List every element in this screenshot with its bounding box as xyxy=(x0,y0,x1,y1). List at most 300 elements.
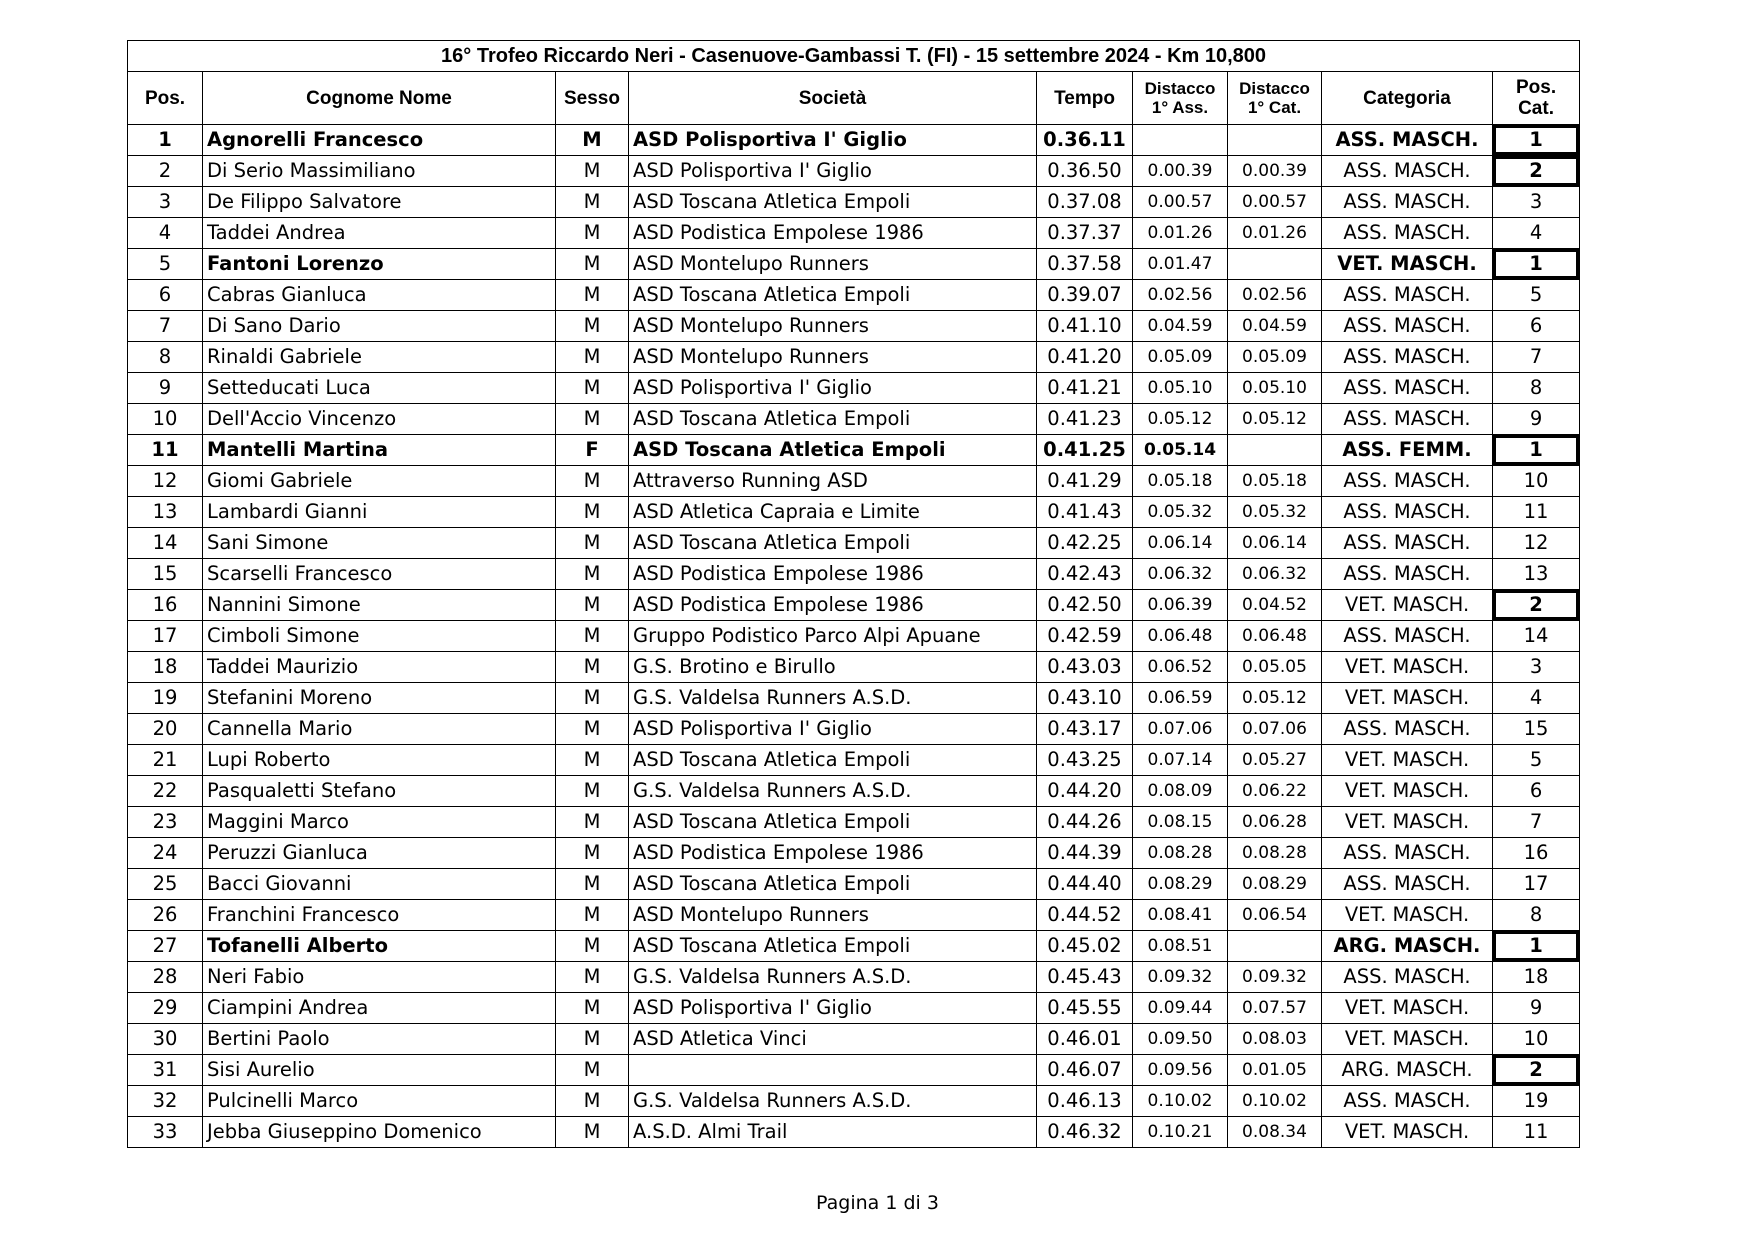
gap-cat-cell: 0.01.26 xyxy=(1228,218,1322,249)
pos-cat-cell: 17 xyxy=(1493,869,1580,900)
gap-abs-cell: 0.05.32 xyxy=(1133,497,1228,528)
sex-cell: M xyxy=(556,280,629,311)
sex-cell: M xyxy=(556,373,629,404)
gap-abs-cell: 0.09.56 xyxy=(1133,1055,1228,1086)
name-cell: Scarselli Francesco xyxy=(203,559,556,590)
category-cell: ARG. MASCH. xyxy=(1322,1055,1493,1086)
gap-cat-cell: 0.10.02 xyxy=(1228,1086,1322,1117)
pos-cat-cell: 1 xyxy=(1493,249,1580,280)
table-row xyxy=(128,807,1580,838)
pos-cat-cell: 11 xyxy=(1493,1117,1580,1148)
name-cell: Stefanini Moreno xyxy=(203,683,556,714)
sex-cell: M xyxy=(556,1117,629,1148)
category-cell: VET. MASCH. xyxy=(1322,776,1493,807)
table-row xyxy=(128,497,1580,528)
club-cell: ASD Podistica Empolese 1986 xyxy=(629,838,1037,869)
gap-cat-cell: 0.09.32 xyxy=(1228,962,1322,993)
club-cell: ASD Toscana Atletica Empoli xyxy=(629,187,1037,218)
table-row xyxy=(128,590,1580,621)
sex-cell: M xyxy=(556,1086,629,1117)
gap-cat-cell: 0.08.28 xyxy=(1228,838,1322,869)
pos-cell: 10 xyxy=(128,404,203,435)
sex-cell: M xyxy=(556,900,629,931)
header-sex: Sesso xyxy=(556,72,629,125)
gap-abs-cell: 0.06.32 xyxy=(1133,559,1228,590)
pos-cell: 14 xyxy=(128,528,203,559)
sex-cell: M xyxy=(556,311,629,342)
club-cell: ASD Montelupo Runners xyxy=(629,900,1037,931)
time-cell: 0.46.01 xyxy=(1037,1024,1133,1055)
pos-cat-cell: 3 xyxy=(1493,652,1580,683)
gap-abs-cell: 0.00.57 xyxy=(1133,187,1228,218)
name-cell: Nannini Simone xyxy=(203,590,556,621)
pos-cell: 4 xyxy=(128,218,203,249)
table-row xyxy=(128,559,1580,590)
header-gap-cat: Distacco 1° Cat. xyxy=(1228,72,1322,125)
time-cell: 0.42.59 xyxy=(1037,621,1133,652)
pos-cell: 5 xyxy=(128,249,203,280)
sex-cell: M xyxy=(556,590,629,621)
table-row xyxy=(128,249,1580,280)
time-cell: 0.42.25 xyxy=(1037,528,1133,559)
pos-cell: 6 xyxy=(128,280,203,311)
pos-cat-cell: 14 xyxy=(1493,621,1580,652)
time-cell: 0.46.32 xyxy=(1037,1117,1133,1148)
category-cell: ASS. MASCH. xyxy=(1322,373,1493,404)
name-cell: De Filippo Salvatore xyxy=(203,187,556,218)
table-row xyxy=(128,1086,1580,1117)
pos-cat-cell: 7 xyxy=(1493,342,1580,373)
club-cell: G.S. Valdelsa Runners A.S.D. xyxy=(629,962,1037,993)
gap-cat-cell: 0.06.32 xyxy=(1228,559,1322,590)
sex-cell: M xyxy=(556,807,629,838)
pos-cell: 31 xyxy=(128,1055,203,1086)
time-cell: 0.42.50 xyxy=(1037,590,1133,621)
gap-abs-cell: 0.05.14 xyxy=(1133,435,1228,466)
club-cell: ASD Toscana Atletica Empoli xyxy=(629,931,1037,962)
category-cell: ASS. MASCH. xyxy=(1322,466,1493,497)
club-cell: G.S. Brotino e Birullo xyxy=(629,652,1037,683)
header-time: Tempo xyxy=(1037,72,1133,125)
category-cell: ASS. MASCH. xyxy=(1322,187,1493,218)
table-row xyxy=(128,714,1580,745)
time-cell: 0.43.17 xyxy=(1037,714,1133,745)
name-cell: Neri Fabio xyxy=(203,962,556,993)
pos-cell: 18 xyxy=(128,652,203,683)
pos-cat-cell: 4 xyxy=(1493,683,1580,714)
pos-cat-cell: 6 xyxy=(1493,311,1580,342)
gap-abs-cell: 0.06.39 xyxy=(1133,590,1228,621)
sex-cell: M xyxy=(556,1024,629,1055)
gap-abs-cell: 0.01.47 xyxy=(1133,249,1228,280)
category-cell: VET. MASCH. xyxy=(1322,993,1493,1024)
header-pos: Pos. xyxy=(128,72,203,125)
gap-cat-cell xyxy=(1228,435,1322,466)
gap-cat-cell: 0.05.27 xyxy=(1228,745,1322,776)
category-cell: VET. MASCH. xyxy=(1322,683,1493,714)
time-cell: 0.41.29 xyxy=(1037,466,1133,497)
category-cell: ASS. MASCH. xyxy=(1322,497,1493,528)
name-cell: Ciampini Andrea xyxy=(203,993,556,1024)
category-cell: VET. MASCH. xyxy=(1322,1024,1493,1055)
sex-cell: M xyxy=(556,187,629,218)
pos-cat-cell: 5 xyxy=(1493,280,1580,311)
pos-cat-cell: 12 xyxy=(1493,528,1580,559)
name-cell: Pasqualetti Stefano xyxy=(203,776,556,807)
name-cell: Jebba Giuseppino Domenico xyxy=(203,1117,556,1148)
club-cell: G.S. Valdelsa Runners A.S.D. xyxy=(629,1086,1037,1117)
results-table xyxy=(127,40,1580,1148)
sex-cell: M xyxy=(556,125,629,156)
sex-cell: M xyxy=(556,404,629,435)
club-cell: ASD Montelupo Runners xyxy=(629,249,1037,280)
time-cell: 0.44.52 xyxy=(1037,900,1133,931)
category-cell: ASS. MASCH. xyxy=(1322,342,1493,373)
name-cell: Rinaldi Gabriele xyxy=(203,342,556,373)
club-cell: ASD Montelupo Runners xyxy=(629,311,1037,342)
club-cell: ASD Atletica Capraia e Limite xyxy=(629,497,1037,528)
club-cell: ASD Polisportiva I' Giglio xyxy=(629,373,1037,404)
category-cell: ASS. MASCH. xyxy=(1322,404,1493,435)
pos-cell: 23 xyxy=(128,807,203,838)
club-cell: Attraverso Running ASD xyxy=(629,466,1037,497)
time-cell: 0.43.25 xyxy=(1037,745,1133,776)
gap-cat-cell: 0.07.06 xyxy=(1228,714,1322,745)
pos-cat-cell: 4 xyxy=(1493,218,1580,249)
gap-abs-cell: 0.09.50 xyxy=(1133,1024,1228,1055)
sex-cell: M xyxy=(556,218,629,249)
header-row xyxy=(128,72,1580,125)
category-cell: ARG. MASCH. xyxy=(1322,931,1493,962)
sex-cell: M xyxy=(556,745,629,776)
name-cell: Bertini Paolo xyxy=(203,1024,556,1055)
pos-cat-cell: 9 xyxy=(1493,993,1580,1024)
gap-cat-cell: 0.08.03 xyxy=(1228,1024,1322,1055)
page-number: Pagina 1 di 3 xyxy=(816,1192,939,1214)
gap-abs-cell: 0.05.18 xyxy=(1133,466,1228,497)
category-cell: ASS. MASCH. xyxy=(1322,838,1493,869)
gap-abs-cell: 0.06.14 xyxy=(1133,528,1228,559)
pos-cell: 29 xyxy=(128,993,203,1024)
gap-cat-cell: 0.08.34 xyxy=(1228,1117,1322,1148)
pos-cat-cell: 2 xyxy=(1493,590,1580,621)
pos-cat-cell: 8 xyxy=(1493,373,1580,404)
pos-cell: 12 xyxy=(128,466,203,497)
gap-abs-cell: 0.08.29 xyxy=(1133,869,1228,900)
pos-cat-cell: 7 xyxy=(1493,807,1580,838)
club-cell: ASD Polisportiva I' Giglio xyxy=(629,156,1037,187)
time-cell: 0.43.03 xyxy=(1037,652,1133,683)
table-row xyxy=(128,528,1580,559)
category-cell: ASS. MASCH. xyxy=(1322,218,1493,249)
pos-cat-cell: 1 xyxy=(1493,125,1580,156)
time-cell: 0.45.43 xyxy=(1037,962,1133,993)
gap-cat-cell: 0.07.57 xyxy=(1228,993,1322,1024)
category-cell: VET. MASCH. xyxy=(1322,807,1493,838)
pos-cell: 32 xyxy=(128,1086,203,1117)
gap-abs-cell: 0.08.51 xyxy=(1133,931,1228,962)
gap-abs-cell: 0.06.52 xyxy=(1133,652,1228,683)
gap-abs-cell: 0.08.41 xyxy=(1133,900,1228,931)
name-cell: Tofanelli Alberto xyxy=(203,931,556,962)
table-row xyxy=(128,962,1580,993)
gap-abs-cell: 0.09.32 xyxy=(1133,962,1228,993)
pos-cat-cell: 18 xyxy=(1493,962,1580,993)
time-cell: 0.39.07 xyxy=(1037,280,1133,311)
gap-cat-cell xyxy=(1228,125,1322,156)
category-cell: VET. MASCH. xyxy=(1322,1117,1493,1148)
club-cell: ASD Toscana Atletica Empoli xyxy=(629,528,1037,559)
gap-abs-cell: 0.06.59 xyxy=(1133,683,1228,714)
gap-cat-cell: 0.05.05 xyxy=(1228,652,1322,683)
gap-abs-cell: 0.08.09 xyxy=(1133,776,1228,807)
name-cell: Peruzzi Gianluca xyxy=(203,838,556,869)
gap-cat-cell: 0.06.54 xyxy=(1228,900,1322,931)
sex-cell: M xyxy=(556,838,629,869)
gap-cat-cell: 0.05.12 xyxy=(1228,683,1322,714)
time-cell: 0.46.13 xyxy=(1037,1086,1133,1117)
category-cell: ASS. MASCH. xyxy=(1322,125,1493,156)
time-cell: 0.37.37 xyxy=(1037,218,1133,249)
time-cell: 0.44.40 xyxy=(1037,869,1133,900)
table-row xyxy=(128,652,1580,683)
name-cell: Bacci Giovanni xyxy=(203,869,556,900)
gap-cat-cell: 0.06.14 xyxy=(1228,528,1322,559)
gap-cat-cell: 0.01.05 xyxy=(1228,1055,1322,1086)
name-cell: Sani Simone xyxy=(203,528,556,559)
name-cell: Setteducati Luca xyxy=(203,373,556,404)
table-row xyxy=(128,156,1580,187)
name-cell: Pulcinelli Marco xyxy=(203,1086,556,1117)
table-row xyxy=(128,342,1580,373)
gap-cat-cell: 0.05.18 xyxy=(1228,466,1322,497)
table-row xyxy=(128,1024,1580,1055)
sex-cell: M xyxy=(556,993,629,1024)
time-cell: 0.45.55 xyxy=(1037,993,1133,1024)
pos-cell: 13 xyxy=(128,497,203,528)
category-cell: ASS. MASCH. xyxy=(1322,311,1493,342)
table-row xyxy=(128,187,1580,218)
table-row xyxy=(128,280,1580,311)
time-cell: 0.37.58 xyxy=(1037,249,1133,280)
club-cell: ASD Podistica Empolese 1986 xyxy=(629,590,1037,621)
time-cell: 0.41.23 xyxy=(1037,404,1133,435)
pos-cell: 21 xyxy=(128,745,203,776)
pos-cell: 33 xyxy=(128,1117,203,1148)
name-cell: Giomi Gabriele xyxy=(203,466,556,497)
club-cell: ASD Toscana Atletica Empoli xyxy=(629,807,1037,838)
pos-cell: 2 xyxy=(128,156,203,187)
header-club: Società xyxy=(629,72,1037,125)
sex-cell: M xyxy=(556,869,629,900)
sex-cell: M xyxy=(556,621,629,652)
gap-abs-cell: 0.06.48 xyxy=(1133,621,1228,652)
pos-cat-cell: 15 xyxy=(1493,714,1580,745)
sex-cell: M xyxy=(556,559,629,590)
sex-cell: M xyxy=(556,1055,629,1086)
club-cell: G.S. Valdelsa Runners A.S.D. xyxy=(629,776,1037,807)
pos-cell: 8 xyxy=(128,342,203,373)
pos-cat-cell: 9 xyxy=(1493,404,1580,435)
pos-cat-cell: 8 xyxy=(1493,900,1580,931)
club-cell: ASD Polisportiva I' Giglio xyxy=(629,993,1037,1024)
table-row xyxy=(128,311,1580,342)
table-row xyxy=(128,931,1580,962)
pos-cell: 22 xyxy=(128,776,203,807)
name-cell: Taddei Andrea xyxy=(203,218,556,249)
header-name: Cognome Nome xyxy=(203,72,556,125)
club-cell: ASD Podistica Empolese 1986 xyxy=(629,559,1037,590)
table-row xyxy=(128,993,1580,1024)
time-cell: 0.41.43 xyxy=(1037,497,1133,528)
time-cell: 0.41.10 xyxy=(1037,311,1133,342)
sex-cell: M xyxy=(556,962,629,993)
club-cell: G.S. Valdelsa Runners A.S.D. xyxy=(629,683,1037,714)
gap-cat-cell: 0.05.12 xyxy=(1228,404,1322,435)
pos-cell: 15 xyxy=(128,559,203,590)
club-cell: ASD Toscana Atletica Empoli xyxy=(629,435,1037,466)
category-cell: ASS. MASCH. xyxy=(1322,156,1493,187)
name-cell: Mantelli Martina xyxy=(203,435,556,466)
gap-cat-cell xyxy=(1228,931,1322,962)
gap-cat-cell: 0.06.22 xyxy=(1228,776,1322,807)
results-body xyxy=(128,125,1580,1148)
gap-abs-cell: 0.10.02 xyxy=(1133,1086,1228,1117)
gap-cat-cell: 0.05.10 xyxy=(1228,373,1322,404)
category-cell: ASS. FEMM. xyxy=(1322,435,1493,466)
pos-cell: 17 xyxy=(128,621,203,652)
category-cell: VET. MASCH. xyxy=(1322,590,1493,621)
pos-cat-cell: 10 xyxy=(1493,1024,1580,1055)
pos-cell: 7 xyxy=(128,311,203,342)
club-cell: ASD Podistica Empolese 1986 xyxy=(629,218,1037,249)
gap-abs-cell: 0.04.59 xyxy=(1133,311,1228,342)
category-cell: ASS. MASCH. xyxy=(1322,962,1493,993)
table-row xyxy=(128,404,1580,435)
table-row xyxy=(128,125,1580,156)
gap-abs-cell: 0.08.15 xyxy=(1133,807,1228,838)
pos-cell: 9 xyxy=(128,373,203,404)
table-row xyxy=(128,745,1580,776)
table-row xyxy=(128,373,1580,404)
name-cell: Lambardi Gianni xyxy=(203,497,556,528)
club-cell: ASD Toscana Atletica Empoli xyxy=(629,745,1037,776)
name-cell: Di Sano Dario xyxy=(203,311,556,342)
club-cell: ASD Polisportiva I' Giglio xyxy=(629,714,1037,745)
gap-abs-cell: 0.01.26 xyxy=(1133,218,1228,249)
category-cell: ASS. MASCH. xyxy=(1322,621,1493,652)
name-cell: Cimboli Simone xyxy=(203,621,556,652)
gap-abs-cell: 0.05.09 xyxy=(1133,342,1228,373)
category-cell: VET. MASCH. xyxy=(1322,652,1493,683)
pos-cell: 26 xyxy=(128,900,203,931)
table-row xyxy=(128,869,1580,900)
table-row xyxy=(128,435,1580,466)
gap-abs-cell: 0.08.28 xyxy=(1133,838,1228,869)
club-cell: ASD Toscana Atletica Empoli xyxy=(629,869,1037,900)
time-cell: 0.41.20 xyxy=(1037,342,1133,373)
category-cell: ASS. MASCH. xyxy=(1322,528,1493,559)
sex-cell: M xyxy=(556,249,629,280)
club-cell xyxy=(629,1055,1037,1086)
name-cell: Lupi Roberto xyxy=(203,745,556,776)
pos-cell: 27 xyxy=(128,931,203,962)
time-cell: 0.44.20 xyxy=(1037,776,1133,807)
time-cell: 0.36.50 xyxy=(1037,156,1133,187)
pos-cat-cell: 5 xyxy=(1493,745,1580,776)
gap-cat-cell: 0.06.48 xyxy=(1228,621,1322,652)
gap-cat-cell: 0.04.59 xyxy=(1228,311,1322,342)
sex-cell: M xyxy=(556,466,629,497)
pos-cell: 30 xyxy=(128,1024,203,1055)
pos-cell: 19 xyxy=(128,683,203,714)
pos-cat-cell: 3 xyxy=(1493,187,1580,218)
pos-cell: 16 xyxy=(128,590,203,621)
pos-cat-cell: 11 xyxy=(1493,497,1580,528)
pos-cell: 28 xyxy=(128,962,203,993)
pos-cell: 20 xyxy=(128,714,203,745)
gap-abs-cell: 0.07.06 xyxy=(1133,714,1228,745)
club-cell: ASD Toscana Atletica Empoli xyxy=(629,280,1037,311)
table-row xyxy=(128,466,1580,497)
name-cell: Franchini Francesco xyxy=(203,900,556,931)
pos-cell: 1 xyxy=(128,125,203,156)
gap-cat-cell: 0.00.57 xyxy=(1228,187,1322,218)
table-row xyxy=(128,1117,1580,1148)
time-cell: 0.43.10 xyxy=(1037,683,1133,714)
name-cell: Taddei Maurizio xyxy=(203,652,556,683)
category-cell: VET. MASCH. xyxy=(1322,900,1493,931)
name-cell: Cabras Gianluca xyxy=(203,280,556,311)
name-cell: Maggini Marco xyxy=(203,807,556,838)
gap-abs-cell: 0.09.44 xyxy=(1133,993,1228,1024)
pos-cell: 25 xyxy=(128,869,203,900)
time-cell: 0.44.39 xyxy=(1037,838,1133,869)
sex-cell: F xyxy=(556,435,629,466)
category-cell: ASS. MASCH. xyxy=(1322,280,1493,311)
gap-cat-cell: 0.05.09 xyxy=(1228,342,1322,373)
time-cell: 0.41.21 xyxy=(1037,373,1133,404)
pos-cat-cell: 6 xyxy=(1493,776,1580,807)
table-row xyxy=(128,900,1580,931)
pos-cell: 24 xyxy=(128,838,203,869)
club-cell: Gruppo Podistico Parco Alpi Apuane xyxy=(629,621,1037,652)
club-cell: ASD Toscana Atletica Empoli xyxy=(629,404,1037,435)
name-cell: Fantoni Lorenzo xyxy=(203,249,556,280)
page-title: 16° Trofeo Riccardo Neri - Casenuove-Gambassi T. (FI) - 15 settembre 2024 - Km 10,800 xyxy=(128,41,1580,72)
name-cell: Dell'Accio Vincenzo xyxy=(203,404,556,435)
table-row xyxy=(128,683,1580,714)
sex-cell: M xyxy=(556,156,629,187)
sex-cell: M xyxy=(556,931,629,962)
category-cell: VET. MASCH. xyxy=(1322,249,1493,280)
pos-cat-cell: 16 xyxy=(1493,838,1580,869)
header-gap-abs: Distacco 1° Ass. xyxy=(1133,72,1228,125)
sex-cell: M xyxy=(556,776,629,807)
pos-cat-cell: 1 xyxy=(1493,931,1580,962)
gap-cat-cell: 0.08.29 xyxy=(1228,869,1322,900)
club-cell: ASD Montelupo Runners xyxy=(629,342,1037,373)
table-row xyxy=(128,621,1580,652)
gap-abs-cell: 0.05.12 xyxy=(1133,404,1228,435)
club-cell: ASD Polisportiva I' Giglio xyxy=(629,125,1037,156)
time-cell: 0.45.02 xyxy=(1037,931,1133,962)
time-cell: 0.41.25 xyxy=(1037,435,1133,466)
category-cell: ASS. MASCH. xyxy=(1322,559,1493,590)
gap-cat-cell: 0.00.39 xyxy=(1228,156,1322,187)
time-cell: 0.46.07 xyxy=(1037,1055,1133,1086)
gap-cat-cell: 0.06.28 xyxy=(1228,807,1322,838)
